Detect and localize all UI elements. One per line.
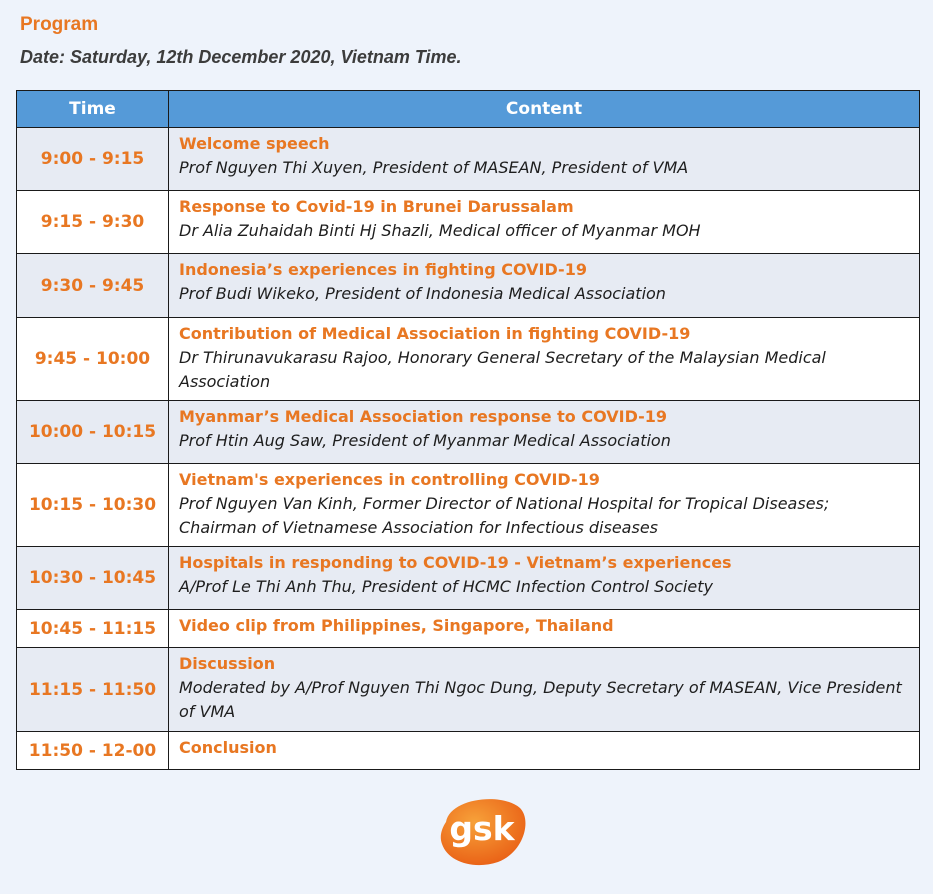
row-title: Indonesia’s experiences in fighting COVID-19 [179,260,587,279]
row-time: 9:00 - 9:15 [17,128,169,191]
row-speaker: Dr Thirunavukarasu Rajoo, Honorary General Secretary of the Malaysian Medical Association [179,348,826,391]
row-content [169,648,920,732]
row-content [169,318,920,401]
row-content [169,191,920,254]
row-speaker: Prof Htin Aug Saw, President of Myanmar Medical Association [179,431,671,450]
row-time: 11:50 - 12-00 [17,732,169,770]
row-speaker: Prof Budi Wikeko, President of Indonesia Medical Association [179,284,666,303]
table-row [17,464,920,547]
program-date: Date: Saturday, 12th December 2020, Vietnam Time. [20,47,462,67]
table-row [17,401,920,464]
gsk-logo-icon [436,792,528,868]
row-time: 10:00 - 10:15 [17,401,169,464]
row-title: Response to Covid-19 in Brunei Darussalam [179,197,574,216]
row-title: Myanmar’s Medical Association response to COVID-19 [179,407,668,426]
row-time: 10:45 - 11:15 [17,610,169,648]
row-title: Discussion [179,654,276,673]
row-title: Welcome speech [179,134,330,153]
row-time: 10:30 - 10:45 [17,547,169,610]
table-row [17,318,920,401]
row-content [169,547,920,610]
row-time: 11:15 - 11:50 [17,648,169,732]
column-header-time: Time [17,91,169,128]
row-time: 9:15 - 9:30 [17,191,169,254]
table-row [17,191,920,254]
row-content [169,401,920,464]
row-content [169,464,920,547]
row-speaker: Prof Nguyen Van Kinh, Former Director of National Hospital for Tropical Diseases; Chairman of Vietnamese Association for Infectious diseases [179,494,830,537]
row-title: Video clip from Philippines, Singapore, Thailand [179,616,614,635]
row-speaker: A/Prof Le Thi Anh Thu, President of HCMC Infection Control Society [179,577,713,596]
table-row [17,648,920,732]
row-time: 10:15 - 10:30 [17,464,169,547]
row-time: 9:30 - 9:45 [17,254,169,318]
table-row [17,610,920,648]
row-speaker: Prof Nguyen Thi Xuyen, President of MASEAN, President of VMA [179,158,689,177]
gsk-logo [436,792,528,868]
table-row [17,254,920,318]
gsk-logo-text: gsk [449,809,515,848]
row-time: 9:45 - 10:00 [17,318,169,401]
table-row [17,128,920,191]
program-table [16,90,920,770]
program-heading: Program [20,14,99,35]
table-row [17,547,920,610]
row-title: Contribution of Medical Association in fighting COVID-19 [179,324,691,343]
table-header-row [17,91,920,128]
row-speaker: Moderated by A/Prof Nguyen Thi Ngoc Dung, Deputy Secretary of MASEAN, Vice President of VMA [179,678,902,721]
row-title: Vietnam's experiences in controlling COVID-19 [179,470,600,489]
column-header-content: Content [169,91,920,128]
table-row [17,732,920,770]
row-content [169,254,920,318]
row-content [169,610,920,648]
row-content [169,732,920,770]
row-content [169,128,920,191]
row-speaker: Dr Alia Zuhaidah Binti Hj Shazli, Medical officer of Myanmar MOH [179,221,701,240]
row-title: Hospitals in responding to COVID-19 - Vietnam’s experiences [179,553,732,572]
row-title: Conclusion [179,738,277,757]
